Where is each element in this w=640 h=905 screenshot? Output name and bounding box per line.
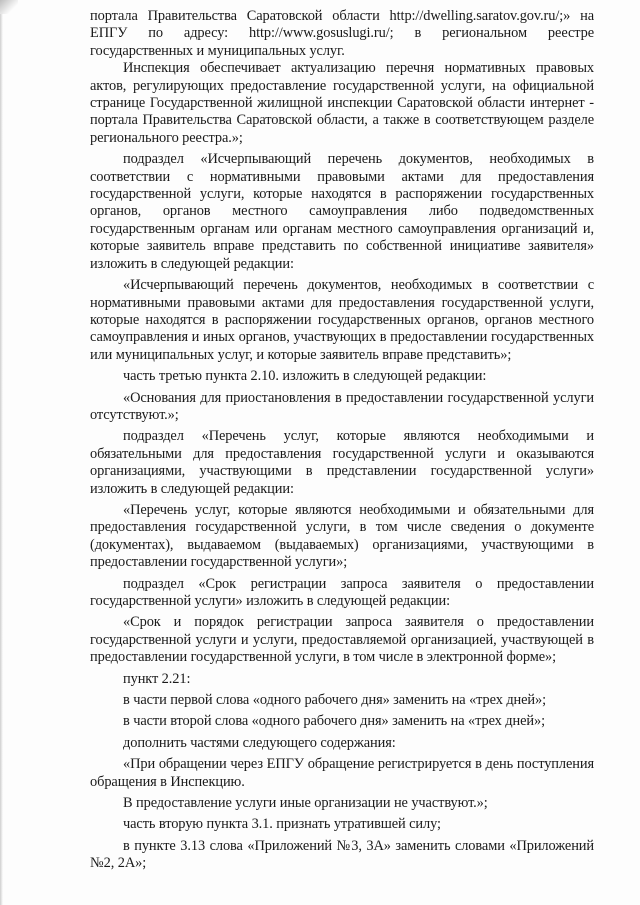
- scan-corner-mark: [0, 0, 18, 14]
- paragraph-inspection-updates: Инспекция обеспечивает актуализацию перечня нормативных правовых актов, регулирующих предоставление государственной услуги, на официальной странице Государственной жилищной инспекции Саратовской области интернет - портала Правительства Саратовской области, а также в соответствующем разделе регионального реестра.»;: [90, 60, 594, 146]
- paragraph-portal-links: портала Правительства Саратовской области http://dwelling.saratov.gov.ru/;» на ЕПГУ по адресу: http://www.gosuslugi.ru/; в региональном реестре государственных и муниципальных услуг.: [90, 8, 594, 59]
- paragraph-no-other-organizations: В предоставление услуги иные организации не участвуют.»;: [123, 795, 488, 812]
- document-body: [90, 8, 594, 873]
- paragraph-item-2-10: часть третью пункта 2.10. изложить в следующей редакции:: [123, 368, 487, 385]
- paragraph-item-3-1: часть вторую пункта 3.1. признать утратившей силу;: [123, 816, 441, 833]
- paragraph-documents-new-wording: «Исчерпывающий перечень документов, необходимых в соответствии с нормативными правовыми актами для предоставления государственной услуги, которые находятся в распоряжении государственных органов, органов местного самоуправления и иных органов, участвующих в предоставлении государственных или муниципальных услуг, и которые заявитель вправе представить»;: [90, 277, 594, 363]
- paragraph-subsection-registration: подраздел «Срок регистрации запроса заявителя о предоставлении государственной услуги» изложить в следующей редакции:: [90, 575, 594, 609]
- paragraph-registration-new-wording: «Срок и порядок регистрации запроса заявителя о предоставлении государственной услуги и услуги, предоставляемой организацией, участвующей в предоставлении государственной услуги, в том числе в электронной форме»;: [90, 614, 594, 666]
- scan-edge-shadow: [0, 0, 3, 905]
- paragraph-subsection-documents: подраздел «Исчерпывающий перечень документов, необходимых в соответствии с нормативными правовыми актами для предоставления государственной услуги, которые находятся в распоряжении государственных органов, органов местного самоуправления либо подведомственных государственным органам или органам местного самоуправления организаций и, которые заявитель вправе представить по собственной инициативе заявителя» изложить в следующей редакции:: [90, 151, 594, 272]
- paragraph-subsection-services: подраздел «Перечень услуг, которые являются необходимыми и обязательными для предоставления государственной услуги и оказываются организациями, участвующими в представлении государственной услуги» изложить в следующей редакции:: [90, 428, 594, 497]
- paragraph-supplement: дополнить частями следующего содержания:: [123, 734, 396, 751]
- paragraph-services-new-wording: «Перечень услуг, которые являются необходимыми и обязательными для предоставления государственной услуги, в том числе сведения о документе (документах), выдаваемом (выдаваемых) организациями, участвующими в предоставлении государственной услуги»;: [90, 501, 594, 571]
- paragraph-item-2-21: пункт 2.21:: [123, 670, 191, 687]
- paragraph-part-one: в части первой слова «одного рабочего дня» заменить на «трех дней»;: [123, 692, 547, 709]
- paragraph-epgu-registration: «При обращении через ЕПГУ обращение регистрируется в день поступления обращения в Инспекцию.: [90, 756, 594, 790]
- paragraph-item-3-13: в пункте 3.13 слова «Приложений №3, 3А» заменить словами «Приложений №2, 2А»;: [90, 837, 594, 872]
- paragraph-suspension-grounds: «Основания для приостановления в предоставлении государственной услуги отсутствуют.»;: [90, 389, 594, 423]
- paragraph-part-two: в части второй слова «одного рабочего дня» заменить на «трех дней»;: [123, 713, 545, 730]
